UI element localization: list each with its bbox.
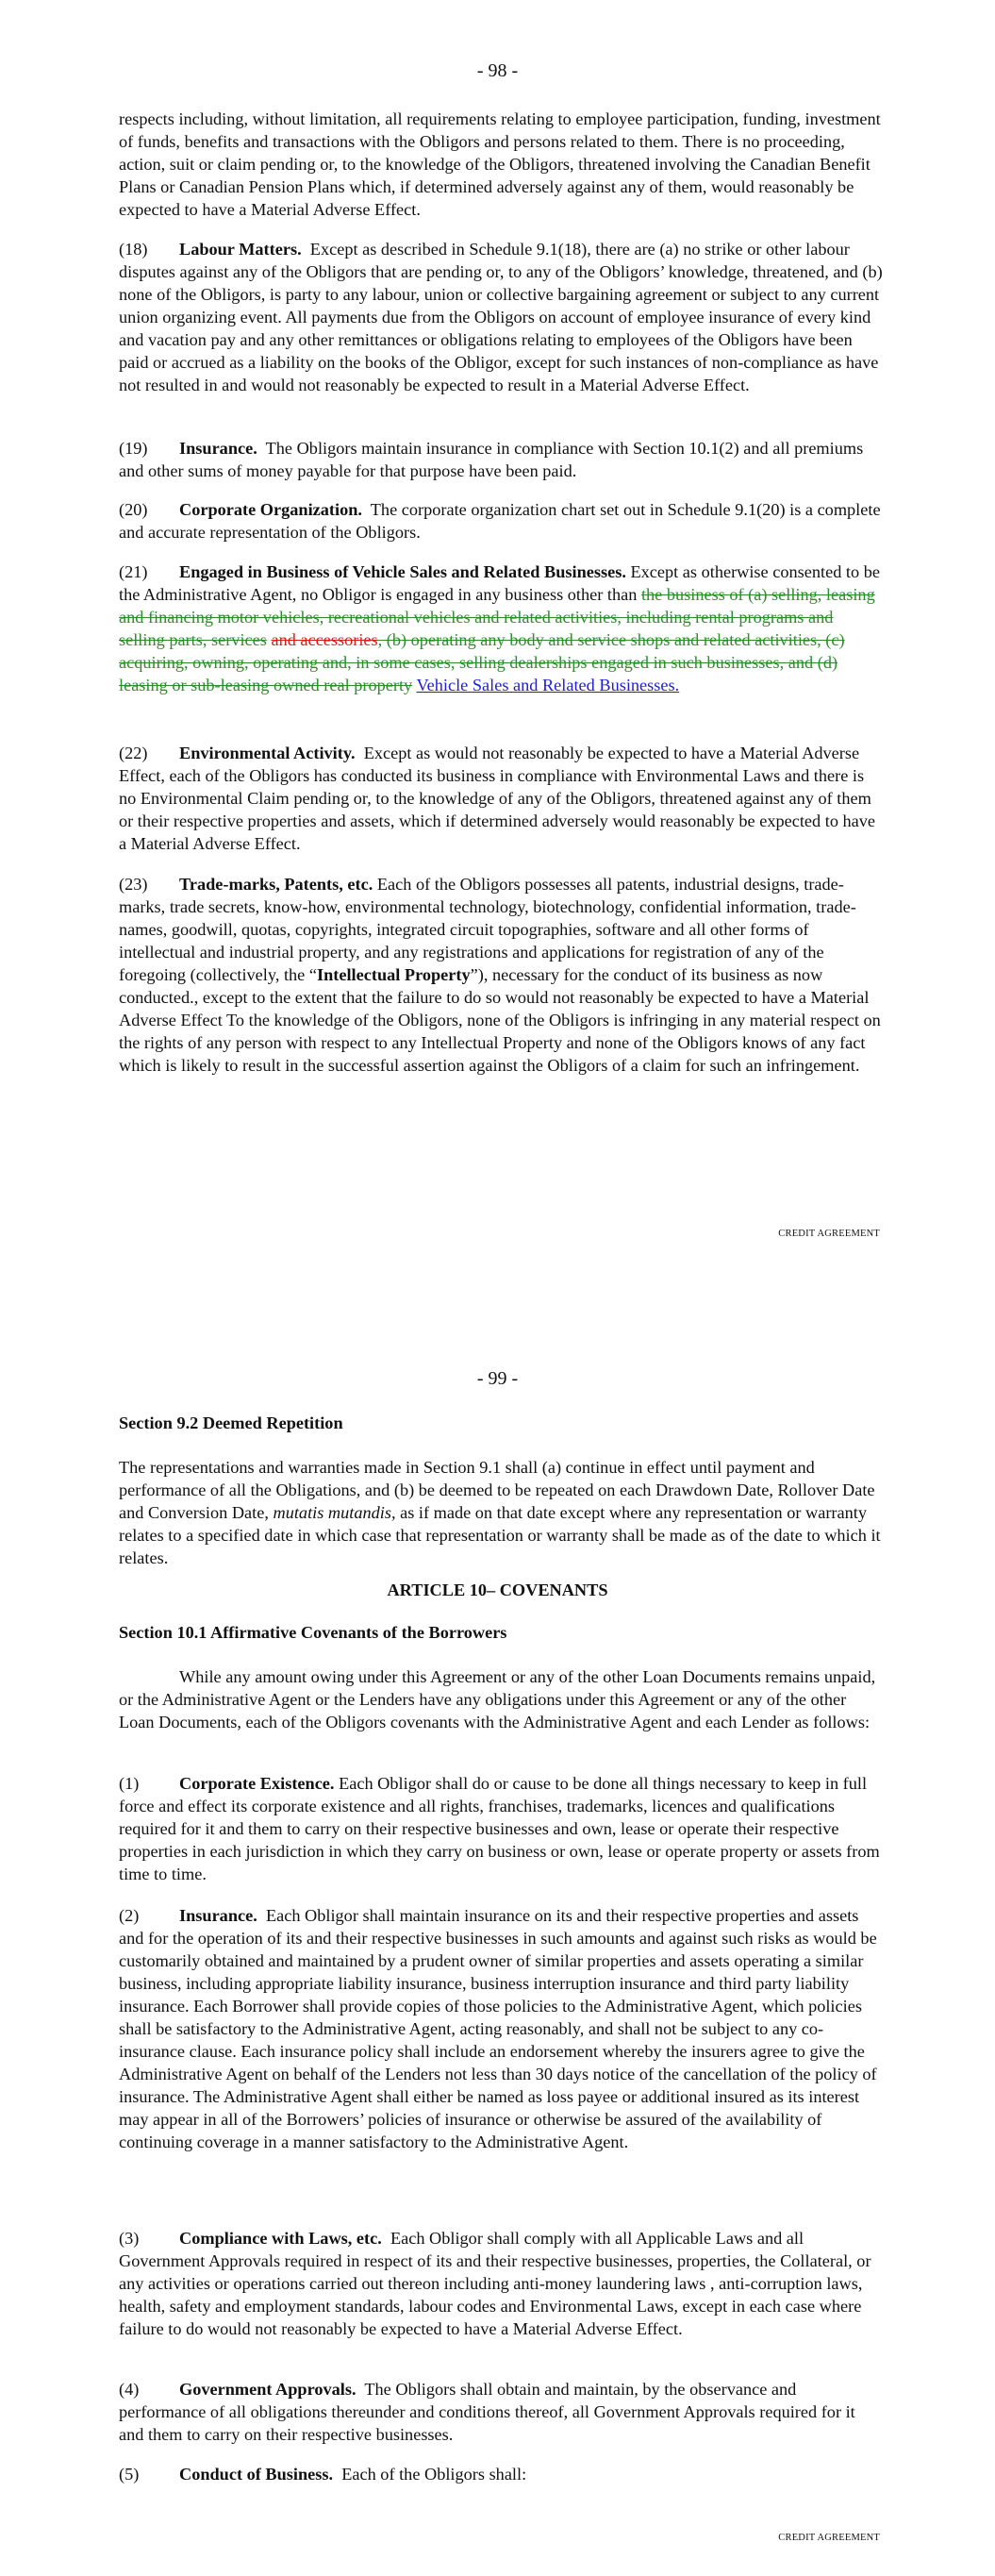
section-text: The corporate organization chart set out in Schedule 9.1(20) is a complete and accurate representation of the Obligors. bbox=[119, 500, 881, 542]
section-title: Insurance. bbox=[179, 1906, 257, 1925]
covenant-5-conduct-of-business bbox=[119, 2463, 883, 2485]
section-number: (23) bbox=[119, 875, 148, 894]
section-number: (22) bbox=[119, 744, 148, 762]
section-title: Environmental Activity. bbox=[179, 744, 356, 762]
section-title: Corporate Existence. bbox=[179, 1774, 335, 1793]
section-19-insurance bbox=[119, 437, 883, 482]
section-18-labour-matters bbox=[119, 238, 883, 396]
deleted-text-red: and accessories bbox=[271, 630, 378, 649]
page-footer: CREDIT AGREEMENT bbox=[778, 2533, 880, 2543]
section-number: (2) bbox=[119, 1906, 140, 1925]
section-text: Each Obligor shall comply with all Applicable Laws and all Government Approvals required in respect of its and their respective businesses, properties, the Collateral, or any activities or operations carried out thereon including anti-money laundering laws , anti-corruption laws, health, safety and employment standards, labour codes and Environmental Laws, except in each case where failure to do would not reasonably be expected to have a Material Adverse Effect. bbox=[119, 2229, 871, 2338]
section-title: Engaged in Business of Vehicle Sales and Related Businesses. bbox=[179, 562, 626, 581]
covenant-1-corporate-existence bbox=[119, 1772, 883, 1885]
section-text: The Obligors shall obtain and maintain, by the observance and performance of all obligations thereunder and conditions thereof, all Government Approvals required for it and them to carry on their respective businesses. bbox=[119, 2380, 855, 2444]
continuation-paragraph: respects including, without limitation, all requirements relating to employee participation, funding, investment of funds, benefits and transactions with the Obligors and persons related to them. There is no proceeding, action, suit or claim pending or, to the knowledge of the Obligors, threatened involving the Canadian Benefit Plans or Canadian Pension Plans which, if determined adversely against any of them, would reasonably be expected to have a Material Adverse Effect. bbox=[119, 109, 881, 219]
section-text: Each of the Obligors possesses all patents, industrial designs, trade-marks, trade secrets, know-how, environmental technology, biotechnology, confidential information, trade-names, goodwill, quotas, copyrights, integrated circuit topographies, software and all other forms of intellectual and industrial property, and any registrations and applications for registration of any of the foregoing (collectively, the “ bbox=[119, 875, 856, 984]
section-text: The Obligors maintain insurance in compliance with Section 10.1(2) and all premiums and other sums of money payable for that purpose have been paid. bbox=[119, 439, 864, 480]
section-title: Labour Matters. bbox=[179, 240, 302, 259]
section-10-1-intro: While any amount owing under this Agreement or any of the other Loan Documents remains unpaid, or the Administrative Agent or the Lenders have any obligations under this Agreement or any of the other Loan Documents, each of the Obligors covenants with the Administrative Agent and each Lender as follows: bbox=[119, 1667, 876, 1731]
article-10-heading: ARTICLE 10– COVENANTS bbox=[387, 1581, 608, 1599]
section-22-environmental-activity bbox=[119, 742, 883, 855]
section-number: (21) bbox=[119, 562, 148, 581]
section-20-corporate-organization bbox=[119, 498, 883, 544]
section-text: Each Obligor shall maintain insurance on its and their respective properties and assets and for the operation of its and their respective businesses in such amounts and against such risks as would be customarily obtained and maintained by a prudent owner of similar properties and assets operating a similar business, including appropriate liability insurance, business interruption insurance and third party liability insurance. Each Borrower shall provide copies of those policies to the Administrative Agent, which policies shall be satisfactory to the Administrative Agent, acting reasonably, and shall not be subject to any co-insurance clause. Each insurance policy shall include an endorsement whereby the insurers agree to give the Administrative Agent on behalf of the Lenders not less than 30 days notice of the cancellation of the policy of insurance. The Administrative Agent shall either be named as loss payee or additional insured as its interest may appear in all of the Borrowers’ policies of insurance or otherwise be assured of the availability of continuing coverage in a manner satisfactory to the Administrative Agent. bbox=[119, 1906, 877, 2151]
section-text: Each Obligor shall do or cause to be done all things necessary to keep in full force and effect its corporate existence and all rights, franchises, trademarks, licences and qualifications required for it and them to carry on their respective businesses and own, lease or operate their respective properties in each jurisdiction in which they carry on business or own, lease or operate property or assets from time to time. bbox=[119, 1774, 880, 1883]
section-number: (5) bbox=[119, 2465, 140, 2484]
page-99 bbox=[0, 1293, 995, 2576]
section-text: Each of the Obligors shall: bbox=[341, 2465, 527, 2484]
section-text: Except as otherwise consented to be the Administrative Agent, no Obligor is engaged in any business other than bbox=[119, 562, 880, 604]
covenant-2-insurance bbox=[119, 1904, 883, 2153]
section-number: (18) bbox=[119, 240, 148, 259]
section-text: The representations and warranties made in Section 9.1 shall (a) continue in effect until payment and performance of all the Obligations, and (b) be deemed to be repeated on each Drawdown Date, Rollover Date and Conversion Date, bbox=[119, 1458, 875, 1522]
deleted-text-green: the business of (a) selling, leasing and financing motor vehicles, recreational vehicles and related activities, including rental programs and selling parts, services bbox=[119, 585, 875, 649]
section-title: Corporate Organization. bbox=[179, 500, 362, 519]
section-text: Except as described in Schedule 9.1(18), there are (a) no strike or other labour disputes against any of the Obligors that are pending or, to any of the Obligors’ knowledge, threatened, and (b) none of the Obligors, is party to any labour, union or collective bargaining agreement or subject to any current union organizing event. All payments due from the Obligors on account of employee insurance of every kind and vacation pay and any other remittances or obligations relating to employees of the Obligors have been paid or accrued as a liability on the books of the Obligor, except for such instances of non-compliance as have not resulted in and would not reasonably be expected to result in a Material Adverse Effect. bbox=[119, 240, 883, 394]
section-text-continued: as if made on that date except where any representation or warranty relates to a specified date in which case that representation or warranty shall be made as of the date to which it relates. bbox=[119, 1503, 881, 1567]
section-9-2-heading: Section 9.2 Deemed Repetition bbox=[119, 1413, 343, 1432]
section-number: (19) bbox=[119, 439, 148, 458]
page-number: - 98 - bbox=[476, 60, 519, 81]
section-number: (3) bbox=[119, 2229, 140, 2248]
section-number: (20) bbox=[119, 500, 148, 519]
section-9-2-text bbox=[119, 1456, 883, 1569]
section-21-business-engagement bbox=[119, 560, 883, 696]
section-title: Government Approvals. bbox=[179, 2380, 357, 2399]
section-text: Except as would not reasonably be expected to have a Material Adverse Effect, each of the Obligors has conducted its business in compliance with Environmental Laws and there is no Environmental Claim pending or, to the knowledge of any of the Obligors, threatened against any of them or their respective properties and assets, which if determined adversely would reasonably be expected to have a Material Adverse Effect. bbox=[119, 744, 876, 853]
section-title: Compliance with Laws, etc. bbox=[179, 2229, 382, 2248]
section-title: Conduct of Business. bbox=[179, 2465, 334, 2484]
covenant-3-compliance-with-laws bbox=[119, 2227, 883, 2340]
section-title: Insurance. bbox=[179, 439, 257, 458]
section-23-intellectual-property bbox=[119, 873, 883, 1077]
defined-term: Intellectual Property bbox=[316, 965, 471, 984]
inserted-text: Vehicle Sales and Related Businesses. bbox=[416, 676, 680, 694]
page-footer: CREDIT AGREEMENT bbox=[778, 1229, 880, 1239]
section-number: (4) bbox=[119, 2380, 140, 2399]
section-text-continued: ”), necessary for the conduct of its business as now conducted., except to the extent that the failure to do so would not reasonably be expected to have a Material Adverse Effect To the knowledge of the Obligors, none of the Obligors is infringing in any material respect on the rights of any person with respect to any Intellectual Property and none of the Obligors knows of any fact which is likely to result in the successful assertion against the Obligors of a claim for such an infringement. bbox=[119, 965, 881, 1075]
page-number: - 99 - bbox=[476, 1368, 519, 1389]
covenant-4-government-approvals bbox=[119, 2378, 883, 2446]
deleted-text-green-2: , (b) operating any body and service shops and related activities, (c) acquiring, owning, operating and, in some cases, selling dealerships engaged in such businesses, and (d) leasing or sub-leasing owned real property bbox=[119, 630, 845, 694]
section-number: (1) bbox=[119, 1774, 140, 1793]
section-10-1-heading: Section 10.1 Affirmative Covenants of the Borrowers bbox=[119, 1623, 507, 1642]
section-title: Trade-marks, Patents, etc. bbox=[179, 875, 373, 894]
latin-term: mutatis mutandis, bbox=[273, 1503, 396, 1522]
